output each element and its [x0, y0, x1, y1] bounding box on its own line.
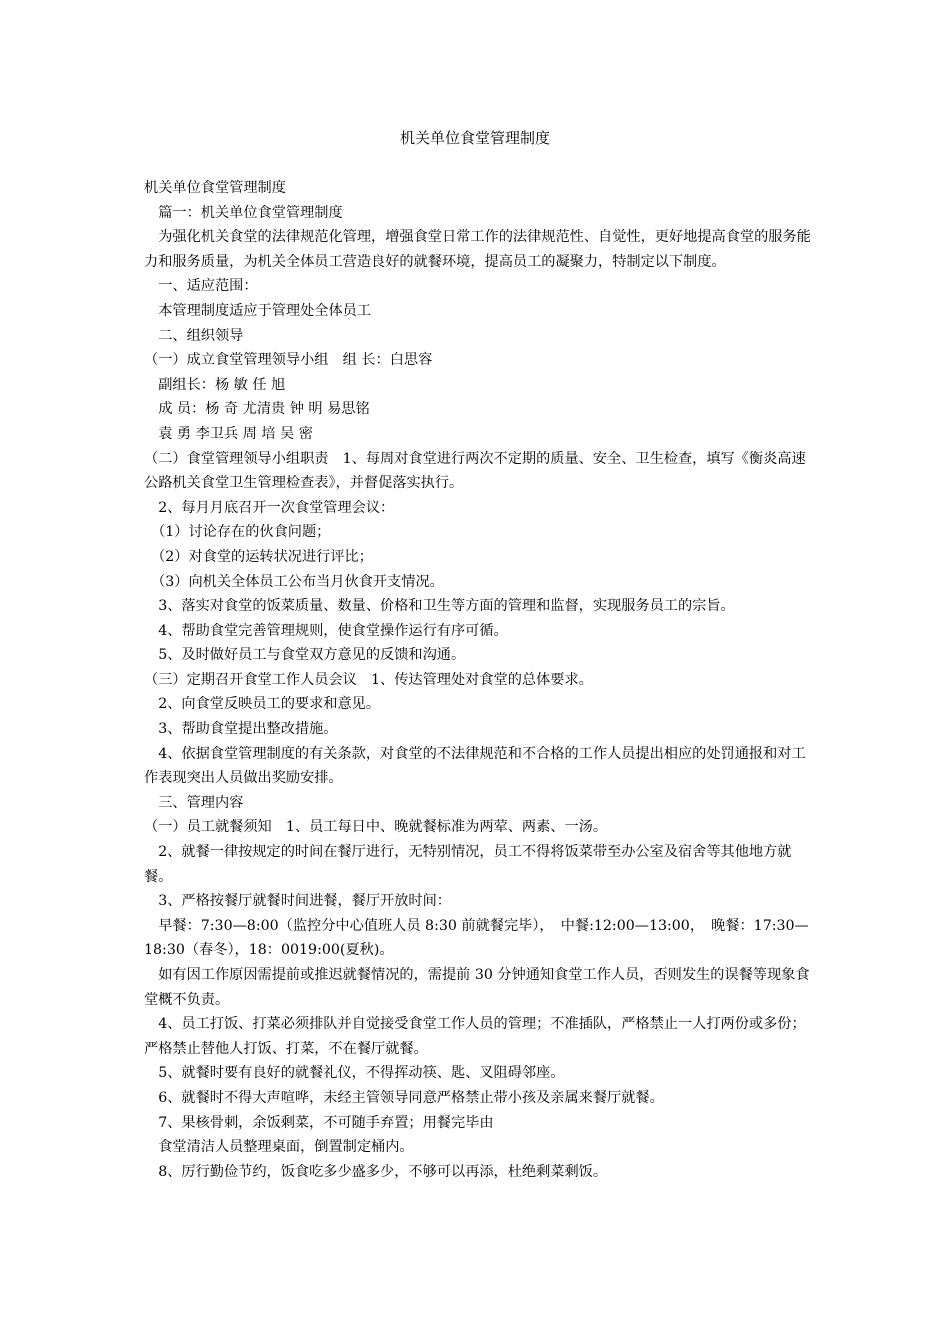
paragraph: 袁 勇 李卫兵 周 培 吴 密	[144, 425, 313, 442]
paragraph: 2、每月月底召开一次食堂管理会议：	[144, 499, 395, 516]
paragraph: （3）向机关全体员工公布当月伙食开支情况。	[144, 573, 444, 590]
paragraph: 3、严格按餐厅就餐时间进餐，餐厅开放时间：	[144, 893, 451, 910]
paragraph: 4、员工打饭、打菜必须排队并自觉接受食堂工作人员的管理；不准插队，严格禁止一人打两份或多份；严格禁止替他人打饭、打菜，不在餐厅就餐。	[144, 1016, 806, 1057]
paragraph: 机关单位食堂管理制度	[144, 180, 286, 196]
paragraph: 3、落实对食堂的饭菜质量、数量、价格和卫生等方面的管理和监督，实现服务员工的宗旨。	[144, 598, 735, 615]
paragraph: （2）对食堂的运转状况进行评比；	[144, 548, 373, 565]
paragraph: 三、管理内容	[144, 794, 244, 811]
paragraph: 本管理制度适应于管理处全体员工	[144, 302, 372, 319]
paragraph: 2、向食堂反映员工的要求和意见。	[144, 696, 381, 713]
paragraph: 二、组织领导	[144, 327, 244, 344]
paragraph: 2、就餐一律按规定的时间在餐厅进行，无特别情况，员工不得将饭菜带至办公室及宿舍等其他地方就餐。	[144, 844, 792, 885]
paragraph: 8、厉行勤俭节约，饭食吃多少盛多少，不够可以再添，杜绝剩菜剩饭。	[144, 1163, 608, 1180]
paragraph: 为强化机关食堂的法律规范化管理，增强食堂日常工作的法律规范性、自觉性，更好地提高食堂的服务能力和服务质量，为机关全体员工营造良好的就餐环境，提高员工的凝聚力，特制定以下制度。	[144, 229, 811, 270]
paragraph: 6、就餐时不得大声喧哗，未经主管领导同意严格禁止带小孩及亲属来餐厅就餐。	[144, 1089, 664, 1106]
paragraph: 4、依据食堂管理制度的有关条款，对食堂的不法律规范和不合格的工作人员提出相应的处罚通报和对工作表现突出人员做出奖励安排。	[144, 745, 806, 787]
paragraph: 4、帮助食堂完善管理规则，使食堂操作运行有序可循。	[144, 622, 508, 639]
paragraph: （三）定期召开食堂工作人员会议 1、传达管理处对食堂的总体要求。	[144, 671, 593, 688]
paragraph: 篇一：机关单位食堂管理制度	[144, 204, 343, 221]
paragraph: 成 员：杨 奇 尤清贵 钟 明 易思铭	[144, 401, 370, 418]
paragraph: 如有因工作原因需提前或推迟就餐情况的，需提前 30 分钟通知食堂工作人员，否则发生的误餐等现象食堂概不负责。	[144, 967, 810, 1008]
paragraph: （一）员工就餐须知 1、员工每日中、晚就餐标准为两荤、两素、一汤。	[144, 819, 608, 836]
paragraph: 5、及时做好员工与食堂双方意见的反馈和沟通。	[144, 647, 466, 664]
paragraph: 早餐：7:30—8:00（监控分中心值班人员 8:30 前就餐完毕）， 中餐:12:00—13:00， 晚餐：17:30—18:30（春冬），18：0019:00(夏秋)。	[144, 917, 809, 959]
paragraph: 副组长：杨 敏 任 旭	[144, 376, 286, 393]
document-body	[144, 176, 816, 1184]
paragraph: 7、果核骨刺，余饭剩菜，不可随手弃置；用餐完毕由	[144, 1114, 494, 1131]
paragraph: 一、适应范围：	[144, 278, 258, 295]
paragraph: （一）成立食堂管理领导小组 组 长：白思容	[144, 352, 433, 369]
paragraph: 食堂清洁人员整理桌面，倒置制定桶内。	[144, 1139, 414, 1156]
document-title: 机关单位食堂管理制度	[399, 129, 550, 147]
paragraph: （二）食堂管理领导小组职责 1、每周对食堂进行两次不定期的质量、安全、卫生检查，填写《衡炎高速公路机关食堂卫生管理检查表》，并督促落实执行。	[144, 450, 806, 492]
paragraph: 5、就餐时要有良好的就餐礼仪，不得挥动筷、匙、叉阻碍邻座。	[144, 1065, 565, 1082]
paragraph: 3、帮助食堂提出整改措施。	[144, 721, 338, 738]
paragraph: （1）讨论存在的伙食问题；	[144, 524, 331, 541]
